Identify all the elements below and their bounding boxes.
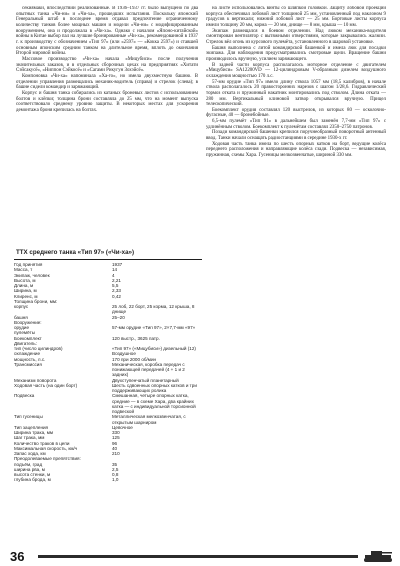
- right-paragraph: Башня выполнена с литой командирской башенкой и имела люк для посадки экипажа. Для наблюдения предусматривались смотровые щели. Вращение башни производилось вручную, усилием заряжающего.: [206, 45, 386, 62]
- spec-key: Ширина трака, мм: [14, 430, 54, 435]
- right-paragraph: В задней части корпуса располагалось моторное отделение с двигателем «Мицубиси» SA12200VD — 12-цилиндровым V-образным дизелем воздушного охлаждения мощностью 170 л.с.: [206, 62, 386, 79]
- tank-icon: [362, 549, 394, 563]
- spec-value: 25 лоб, 22 борт, 25 корма, 12 крыша, 8 днище: [112, 304, 195, 315]
- spec-key: подъём, град: [14, 461, 43, 467]
- left-column-text: [16, 6, 198, 246]
- page-footer: [0, 548, 400, 566]
- spec-value: 4: [112, 272, 115, 278]
- spec-key: Механизм поворота: [14, 377, 57, 383]
- spec-key: орудие: [14, 325, 30, 330]
- spec-key: тип (число цилиндров): [14, 346, 63, 351]
- spec-value: 210: [112, 451, 120, 456]
- spec-key: пулемёты: [14, 330, 36, 336]
- spec-value: Двухступенчатый планетарный: [112, 377, 179, 383]
- right-paragraph: на листе использовались винты со шляпкой головкой. Защиту лобовой проекции корпуса обеспечивал лобовой лист толщиной 25 мм, установленный под наклоном 9 градусов к вертикали; нижний лобовой лист — 25 мм. Бортовые листы корпуса имели толщину 20 мм, корма — 20 мм, днище — 8 мм, крыша — 10 мм.: [206, 6, 386, 28]
- spec-value: 5,5: [112, 283, 119, 288]
- spec-key: Тип гусеницы: [14, 414, 43, 420]
- spec-key: корпус: [14, 304, 29, 309]
- spec-row: [14, 393, 202, 414]
- spec-value: 96: [112, 440, 118, 446]
- spec-value: Воздушное: [112, 351, 136, 357]
- spec-key: охлаждение: [14, 351, 41, 357]
- spec-value: Шесть сдвоенных опорных катков и три поддерживающих ролика: [112, 382, 197, 393]
- spec-key: Количество траков в цепи: [14, 440, 70, 446]
- spec-value: Механическая, коробка передач с понижающей передачей (4 + 1 и 2 задних): [112, 361, 185, 378]
- right-paragraph: Ходовая часть танка имела по шесть опорных катков на борт, ведущие колёса переднего расположения и направляющие колёса сзади. Подвеска — независимая, пружинная, схемы Хара. Гусеницы мелкозвенчатые, шириной 330 мм.: [206, 141, 386, 159]
- spec-key: Боекомплект: [14, 335, 42, 341]
- spec-key: мощность, л.с.: [14, 356, 46, 362]
- spec-key: Двигатель:: [14, 340, 37, 346]
- spec-row: [14, 414, 202, 425]
- spec-key: Максимальная скорость, км/ч: [14, 445, 78, 451]
- spec-value: 120 выстр., 3625 патр.: [112, 335, 160, 341]
- footer-rule: [38, 555, 358, 558]
- left-paragraph: Массовое производство «Чи-ха» начала «Мицубиси» после получения значительных заказов, и в отдельных сборочных цехах на предприятиях «Хитати Сэйсакусё», «Ниппон Сэйкосё» и «Сагами Рикугун Зохэйсё».: [16, 56, 198, 74]
- right-paragraph: Позади командирской башенки крепился поручнеобразный поворотный антенный ввод. Танки начали оснащать радиостанциями в середине 1930-х гг.: [206, 130, 386, 142]
- spec-key: Вооружение:: [14, 319, 42, 325]
- spec-key: Запас хода, км: [14, 451, 46, 456]
- spec-value: 330: [112, 430, 120, 435]
- spec-key: Толщина брони, мм:: [14, 298, 58, 304]
- spec-key: Подвеска: [14, 393, 35, 399]
- spec-key: Год принятия: [14, 262, 43, 267]
- spec-value: «Тип 97» («Мицубиси») дизельный (12): [112, 346, 196, 351]
- right-column-text: [206, 6, 386, 544]
- spec-key: Преодолеваемые препятствия:: [14, 456, 81, 462]
- spec-key: глубина брода, м: [14, 477, 51, 483]
- spec-key: Трансмиссия: [14, 361, 42, 367]
- spec-value: Металлическая мелкозвенчатая, с открытым шарниром: [112, 414, 186, 425]
- spec-key: Экипаж, человек: [14, 272, 50, 278]
- spec-key: Шаг трака, мм: [14, 435, 45, 441]
- spec-key: Клиренс, м: [14, 293, 38, 299]
- spec-key: Ширина, м: [14, 288, 37, 294]
- spec-value: 1937: [112, 262, 123, 267]
- spec-key: ширина рва, м: [14, 466, 45, 472]
- spec-key: Тип зацепления: [14, 424, 49, 430]
- spec-value: Смешанная, четыре опорных катка, средние — в схеме Хара, два крайних катка — с индивидуальной торсионной подвеской: [112, 393, 196, 414]
- spec-value: 1,0: [112, 477, 119, 483]
- right-paragraph: 6,5-мм пулемёт «Тип 91» в дальнейшем был заменён 7,7-мм «Тип 97» с удлинённым стволом. Боекомплект к пулемётам составлял 2350–2750 патронов.: [206, 119, 386, 130]
- page-number: 36: [10, 549, 25, 564]
- spec-row: [14, 383, 202, 394]
- spec-value: 0,42: [112, 293, 121, 299]
- left-paragraph: Компоновка «Чи-ха» напоминала «Ха-го», но имела двухместную башню. В отделении управления размещались механик-водитель (справа) и стрелок (слева); в башне сидели командир и заряжающий.: [16, 73, 198, 91]
- spec-value: 0,8: [112, 472, 119, 477]
- spec-key: Длина, м: [14, 283, 34, 288]
- spec-row: [14, 477, 202, 482]
- spec-value: 14: [112, 267, 118, 273]
- spec-key: Ходовая часть (на один борт): [14, 382, 78, 388]
- spec-row: [14, 362, 202, 378]
- left-paragraph: секиямаки, впоследствии реализованные. В 1936–1937 гг. было выпущено по два опытных танка «Чи-ни» и «Чи-ха», прошедших испытания. Поскольку японский Генеральный штаб в последнее время отдавал предпочтение ограниченному количеству танков более мощных машин и модели «Чи-ни» с модифицированным вооружением, она и продолжала в «Чи-ха». Однако с началом «Японо-китайской» войны в Китае выбор пал на лучшие бронированные «Чи-ха», рекомендованной в 1937 г. к производству с обозначением «Тип 97» (или «2597» — «Кокка 2597») и ставшей основным японским средним танком на длительное время, вплоть до окончания Второй мировой войны.: [16, 6, 198, 57]
- spec-value: 40: [112, 445, 118, 451]
- right-paragraph: 57-мм орудие «Тип 97» имело длину ствола 1057 мм (18,5 калибров), в начале ствола располагалось 20 правосторонних нарезов с шагом 1/28,6. Гидравлический тормоз отката и пружинный накатник монтировались под стволом. Длина отката — 280 мм. Вертикальный клиновой затвор открывался вручную. Прицел телескопический.: [206, 79, 386, 108]
- spec-value: 2,21: [112, 277, 121, 283]
- spec-value: 2,33: [112, 288, 121, 294]
- spec-value: 170 при 2000 об/мин: [112, 356, 157, 362]
- right-paragraph: Экипаж размещался в боевом отделении. Над люком механика-водителя смонтирован вентилятор с вытяжными отверстиями, которые закрывались жалюзи. Стрелок вёл огонь из курсового пулемёта, установленного в шаровой установке.: [206, 28, 386, 45]
- spec-table-title: ТТХ среднего танка «Тип 97» («Чи-ха»): [14, 247, 202, 260]
- right-paragraph: Боекомплект орудия составлял 120 выстрелов, из которых 80 — осколочно-фугасные, 40 — бронебойные.: [206, 107, 386, 119]
- spec-value: 35: [112, 461, 118, 467]
- spec-key: Высота, м: [14, 277, 36, 283]
- spec-value: 125: [112, 435, 120, 441]
- spec-row: [14, 304, 202, 315]
- spec-value: 25–20: [112, 314, 125, 320]
- spec-table: [14, 247, 202, 535]
- spec-value: 2,5: [112, 466, 119, 472]
- spec-table-rows: [14, 262, 202, 483]
- spec-value: 57-мм орудие «Тип 97», 2×7,7-мм «97»: [112, 325, 196, 330]
- spec-key: башня: [14, 314, 28, 320]
- spec-value: Цевочное: [112, 424, 133, 430]
- spec-key: Масса, т: [14, 267, 33, 273]
- spec-key: высота стенки, м: [14, 472, 51, 477]
- left-paragraph: Корпус и башня танка собирались из катаных броневых листов с использованием болтов и клёпки; толщина брони составляла до 25 мм, что на момент выпуска соответствовало среднему уровню защиты. В некоторых местах для ускорения демонтажа броня крепилась на болтах.: [16, 90, 198, 113]
